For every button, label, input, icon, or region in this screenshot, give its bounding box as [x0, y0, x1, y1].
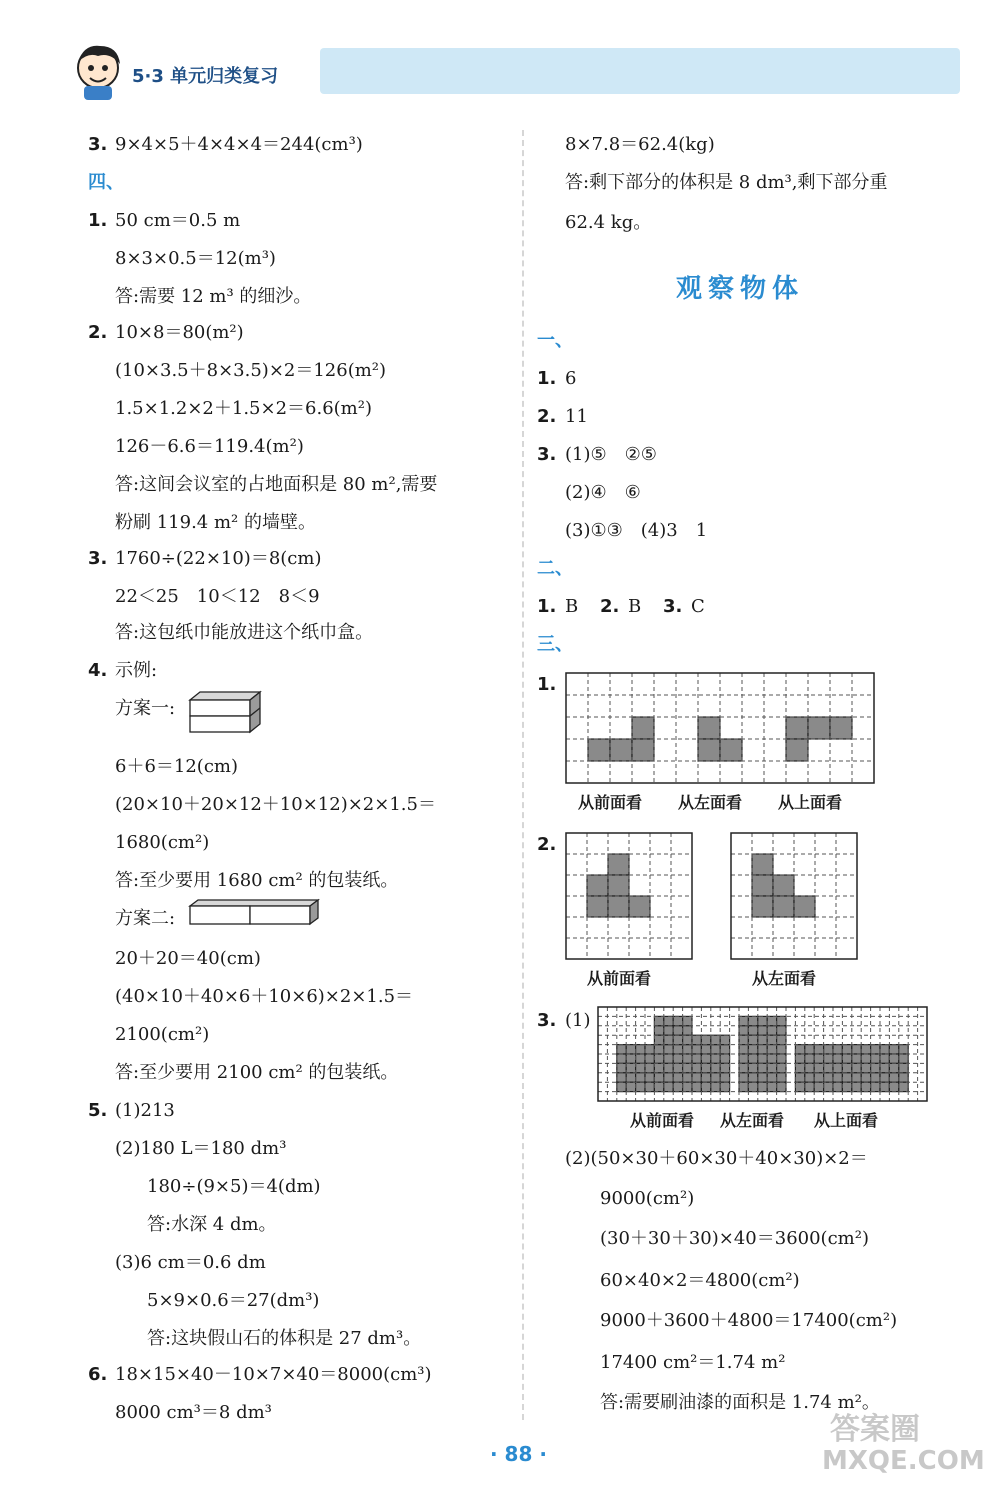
answer-line: 17400 cm²＝1.74 m² — [600, 1352, 786, 1373]
answer-line: 6＋6＝12(cm) — [115, 756, 239, 777]
watermark-url: MXQE.COM — [822, 1446, 985, 1476]
fig3-shaded-cell — [889, 1045, 898, 1054]
answer-line: 答:水深 4 dm。 — [147, 1214, 277, 1235]
fig2-front-shaded-cell — [587, 875, 608, 896]
fig3-shaded-cell — [701, 1073, 710, 1082]
fig2-caption-left: 从左面看 — [752, 969, 817, 988]
fig3-shaded-cell — [626, 1073, 635, 1082]
fig3-shaded-cell — [861, 1045, 870, 1054]
fig1-shaded-cell — [632, 717, 654, 739]
fig3-shaded-cell — [748, 1035, 757, 1044]
fig3-shaded-cell — [701, 1035, 710, 1044]
fig2-left-shaded-cell — [773, 896, 794, 917]
question-number: 3. — [88, 134, 108, 155]
fig3-shaded-cell — [645, 1082, 654, 1091]
answer-line: 22＜25 10＜12 8＜9 — [115, 586, 320, 607]
fig3-shaded-cell — [777, 1026, 786, 1035]
fig3-shaded-cell — [673, 1026, 682, 1035]
fig3-shaded-cell — [871, 1063, 880, 1072]
answer-line: 18×15×40－10×7×40＝8000(cm³) — [115, 1364, 432, 1385]
fig3-shaded-cell — [899, 1082, 908, 1091]
fig3-shaded-cell — [805, 1082, 814, 1091]
fig3-shaded-cell — [636, 1082, 645, 1091]
answer-line: 5×9×0.6＝27(dm³) — [147, 1290, 320, 1311]
fig3-shaded-cell — [664, 1026, 673, 1035]
fig3-shaded-cell — [795, 1045, 804, 1054]
fig3-shaded-cell — [748, 1045, 757, 1054]
fig3-shaded-cell — [767, 1063, 776, 1072]
fig3-shaded-cell — [833, 1082, 842, 1091]
answer-line: (3)6 cm＝0.6 dm — [115, 1252, 266, 1273]
fig3-shaded-cell — [795, 1073, 804, 1082]
fig3-shaded-cell — [758, 1073, 767, 1082]
fig3-shaded-cell — [871, 1054, 880, 1063]
fig3-shaded-cell — [748, 1063, 757, 1072]
fig3-shaded-cell — [805, 1054, 814, 1063]
fig3-shaded-cell — [626, 1063, 635, 1072]
fig3-shaded-cell — [711, 1073, 720, 1082]
fig3-shaded-cell — [899, 1073, 908, 1082]
fig3-shaded-cell — [767, 1026, 776, 1035]
answer-line: 9×4×5＋4×4×4＝244(cm³) — [115, 134, 363, 155]
fig3-shaded-cell — [748, 1054, 757, 1063]
fig3-shaded-cell — [767, 1054, 776, 1063]
answer-line: 9000＋3600＋4800＝17400(cm²) — [600, 1310, 898, 1331]
fig1-shaded-cell — [786, 717, 808, 739]
answer-line: 方案一: — [115, 698, 176, 719]
answer-line: 示例: — [115, 660, 158, 681]
fig3-shaded-cell — [673, 1016, 682, 1025]
fig3-shaded-cell — [842, 1054, 851, 1063]
fig2-front-shaded-cell — [608, 854, 629, 875]
fig3-shaded-cell — [805, 1045, 814, 1054]
fig3-shaded-cell — [617, 1045, 626, 1054]
fig3-shaded-cell — [654, 1016, 663, 1025]
fig3-shaded-cell — [683, 1073, 692, 1082]
fig3-shaded-cell — [739, 1054, 748, 1063]
fig3-shaded-cell — [720, 1082, 729, 1091]
answer-line: 2100(cm²) — [115, 1024, 210, 1045]
question-number: 2. — [600, 596, 620, 617]
answer-line: 126－6.6＝119.4(m²) — [115, 436, 304, 457]
answer-line: 粉刷 119.4 m² 的墙壁。 — [115, 512, 316, 533]
fig3-shaded-cell — [739, 1035, 748, 1044]
fig3-shaded-cell — [673, 1073, 682, 1082]
fig3-shaded-cell — [711, 1063, 720, 1072]
fig3-shaded-cell — [739, 1026, 748, 1035]
answer-line: (1)213 — [115, 1100, 175, 1121]
fig3-shaded-cell — [664, 1054, 673, 1063]
page-number: · 88 · — [490, 1442, 547, 1466]
fig3-shaded-cell — [833, 1063, 842, 1072]
fig3-shaded-cell — [767, 1082, 776, 1091]
fig3-shaded-cell — [748, 1073, 757, 1082]
answer-line: 答:这间会议室的占地面积是 80 m²,需要 — [115, 474, 438, 495]
box-plan-1-illustration — [188, 690, 268, 736]
fig1-shaded-cell — [632, 739, 654, 761]
fig3-shaded-cell — [824, 1054, 833, 1063]
fig3-shaded-cell — [871, 1045, 880, 1054]
header-band — [320, 48, 960, 94]
fig3-shaded-cell — [758, 1045, 767, 1054]
answer-line: 答:剩下部分的体积是 8 dm³,剩下部分重 — [565, 172, 888, 193]
fig3-shaded-cell — [683, 1026, 692, 1035]
answer-line: (2)180 L＝180 dm³ — [115, 1138, 287, 1159]
fig3-shaded-cell — [889, 1063, 898, 1072]
answer-line: 10×8＝80(m²) — [115, 322, 244, 343]
fig1-shaded-cell — [698, 717, 720, 739]
fig1-shaded-cell — [808, 717, 830, 739]
fig3-shaded-cell — [673, 1035, 682, 1044]
fig3-shaded-cell — [880, 1073, 889, 1082]
fig3-shaded-cell — [673, 1045, 682, 1054]
fig3-shaded-cell — [852, 1054, 861, 1063]
answer-line: 62.4 kg。 — [565, 212, 652, 233]
answer-line: B — [565, 596, 597, 617]
fig2-label: 2. — [537, 834, 557, 855]
answer-line: (3)①③ (4)3 1 — [565, 520, 708, 541]
box-plan-2-illustration — [188, 898, 322, 928]
question-number: 6. — [88, 1364, 108, 1385]
fig3-shaded-cell — [626, 1054, 635, 1063]
fig3-shaded-cell — [824, 1045, 833, 1054]
question-number: 1. — [537, 596, 557, 617]
fig3-shaded-cell — [889, 1054, 898, 1063]
answer-line: (1)⑤ ②⑤ — [565, 444, 657, 465]
fig3-shaded-cell — [739, 1063, 748, 1072]
fig3-shaded-cell — [871, 1082, 880, 1091]
fig3-shaded-cell — [880, 1045, 889, 1054]
question-number: 3. — [663, 596, 683, 617]
answer-line: (30＋30＋30)×40＝3600(cm²) — [600, 1228, 869, 1249]
fig3-shaded-cell — [777, 1063, 786, 1072]
fig2-left-shaded-cell — [752, 854, 773, 875]
answer-line: 8×3×0.5＝12(m³) — [115, 248, 276, 269]
fig3-shaded-cell — [805, 1073, 814, 1082]
question-number: 3. — [537, 444, 557, 465]
fig3-shaded-cell — [758, 1016, 767, 1025]
fig3-shaded-cell — [758, 1054, 767, 1063]
header-title: 5·3 单元归类复习 — [132, 66, 279, 87]
fig3-shaded-cell — [889, 1082, 898, 1091]
answer-line: 方案二: — [115, 908, 176, 929]
fig3-shaded-cell — [748, 1082, 757, 1091]
fig3-shaded-cell — [636, 1063, 645, 1072]
fig3-shaded-cell — [852, 1045, 861, 1054]
fig3-shaded-cell — [842, 1045, 851, 1054]
fig3-shaded-cell — [777, 1045, 786, 1054]
fig3-shaded-cell — [871, 1073, 880, 1082]
fig3-shaded-cell — [720, 1073, 729, 1082]
fig3-shaded-cell — [777, 1073, 786, 1082]
fig3-shaded-cell — [654, 1073, 663, 1082]
fig3-shaded-cell — [683, 1054, 692, 1063]
fig3-shaded-cell — [833, 1045, 842, 1054]
fig3-shaded-cell — [683, 1063, 692, 1072]
fig3-shaded-cell — [654, 1082, 663, 1091]
question-number: 3. — [88, 548, 108, 569]
answer-line: 20＋20＝40(cm) — [115, 948, 261, 969]
fig3-shaded-cell — [654, 1026, 663, 1035]
fig3-shaded-cell — [861, 1063, 870, 1072]
fig3-shaded-cell — [701, 1045, 710, 1054]
fig3-shaded-cell — [720, 1035, 729, 1044]
fig3-shaded-cell — [824, 1073, 833, 1082]
fig3-shaded-cell — [664, 1082, 673, 1091]
fig3-shaded-cell — [683, 1082, 692, 1091]
fig3-shaded-cell — [701, 1082, 710, 1091]
fig3-shaded-cell — [899, 1063, 908, 1072]
fig3-shaded-cell — [767, 1016, 776, 1025]
fig3-shaded-cell — [654, 1063, 663, 1072]
question-number: 1. — [88, 210, 108, 231]
fig2-left-shaded-cell — [794, 896, 815, 917]
figure-3-grid — [597, 1006, 931, 1104]
answer-line: 8×7.8＝62.4(kg) — [565, 134, 715, 155]
fig3-shaded-cell — [636, 1045, 645, 1054]
fig3-shaded-cell — [664, 1035, 673, 1044]
answer-line: 1680(cm²) — [115, 832, 210, 853]
fig3-shaded-cell — [777, 1035, 786, 1044]
answer-line: 1760÷(22×10)＝8(cm) — [115, 548, 322, 569]
fig2-left-shaded-cell — [752, 875, 773, 896]
column-divider — [522, 130, 524, 1420]
fig3-shaded-cell — [861, 1082, 870, 1091]
fig3-shaded-cell — [814, 1063, 823, 1072]
fig3-shaded-cell — [664, 1073, 673, 1082]
answer-line: 180÷(9×5)＝4(dm) — [147, 1176, 321, 1197]
answer-line: B — [628, 596, 660, 617]
fig1-caption-front: 从前面看 — [578, 793, 643, 812]
fig3-shaded-cell — [664, 1045, 673, 1054]
fig2-caption-front: 从前面看 — [587, 969, 652, 988]
question-number: 4. — [88, 660, 108, 681]
mascot-icon — [70, 40, 126, 100]
question-number: 1. — [537, 368, 557, 389]
question-number: 2. — [537, 406, 557, 427]
fig3-shaded-cell — [795, 1054, 804, 1063]
fig3-shaded-cell — [692, 1082, 701, 1091]
fig3-caption-left: 从左面看 — [720, 1111, 785, 1130]
fig3-shaded-cell — [880, 1082, 889, 1091]
fig3-shaded-cell — [701, 1063, 710, 1072]
answer-line: 50 cm＝0.5 m — [115, 210, 241, 231]
fig3-shaded-cell — [899, 1045, 908, 1054]
answer-line: 答:需要刷油漆的面积是 1.74 m²。 — [600, 1392, 880, 1413]
fig3-shaded-cell — [758, 1063, 767, 1072]
fig1-label: 1. — [537, 674, 557, 695]
fig3-shaded-cell — [617, 1054, 626, 1063]
fig3-shaded-cell — [795, 1082, 804, 1091]
fig3-shaded-cell — [748, 1026, 757, 1035]
fig3-shaded-cell — [748, 1016, 757, 1025]
fig3-shaded-cell — [617, 1082, 626, 1091]
fig3-shaded-cell — [692, 1063, 701, 1072]
answer-line: (10×3.5＋8×3.5)×2＝126(m²) — [115, 360, 387, 381]
fig3-shaded-cell — [880, 1054, 889, 1063]
section-title: 观察物体 — [676, 274, 805, 304]
fig3-shaded-cell — [814, 1054, 823, 1063]
section-heading: 三、 — [537, 634, 573, 655]
fig2-front-shaded-cell — [629, 896, 650, 917]
fig3-shaded-cell — [711, 1035, 720, 1044]
fig3-shaded-cell — [692, 1045, 701, 1054]
fig3-shaded-cell — [861, 1054, 870, 1063]
fig3-shaded-cell — [814, 1045, 823, 1054]
fig1-shaded-cell — [786, 739, 808, 761]
fig3-shaded-cell — [777, 1016, 786, 1025]
fig3-shaded-cell — [824, 1082, 833, 1091]
fig3-shaded-cell — [758, 1026, 767, 1035]
fig3-shaded-cell — [767, 1045, 776, 1054]
fig3-shaded-cell — [861, 1073, 870, 1082]
fig3-shaded-cell — [626, 1045, 635, 1054]
fig3-shaded-cell — [777, 1082, 786, 1091]
section-heading: 一、 — [537, 330, 573, 351]
answer-line: 答:这包纸巾能放进这个纸巾盒。 — [115, 622, 374, 643]
fig1-shaded-cell — [588, 739, 610, 761]
fig3-shaded-cell — [795, 1063, 804, 1072]
fig3-shaded-cell — [617, 1073, 626, 1082]
fig3-shaded-cell — [673, 1054, 682, 1063]
fig3-shaded-cell — [683, 1016, 692, 1025]
fig1-caption-left: 从左面看 — [678, 793, 743, 812]
fig3-shaded-cell — [758, 1082, 767, 1091]
fig3-shaded-cell — [814, 1073, 823, 1082]
fig3-shaded-cell — [833, 1073, 842, 1082]
fig3-label: 3. — [537, 1010, 557, 1031]
fig3-shaded-cell — [617, 1063, 626, 1072]
fig1-caption-top: 从上面看 — [778, 793, 843, 812]
fig3-shaded-cell — [664, 1063, 673, 1072]
fig1-shaded-cell — [610, 739, 632, 761]
fig3-shaded-cell — [814, 1082, 823, 1091]
answer-line: 9000(cm²) — [600, 1188, 695, 1209]
fig3-shaded-cell — [842, 1082, 851, 1091]
fig3-shaded-cell — [842, 1073, 851, 1082]
answer-line: (2)(50×30＋60×30＋40×30)×2＝ — [565, 1148, 868, 1169]
fig3-shaded-cell — [636, 1073, 645, 1082]
watermark-logo: 答案圈 — [830, 1412, 920, 1447]
fig3-shaded-cell — [889, 1073, 898, 1082]
section-heading: 二、 — [537, 558, 573, 579]
answer-line: 答:至少要用 1680 cm² 的包装纸。 — [115, 870, 399, 891]
fig3-shaded-cell — [852, 1073, 861, 1082]
fig3-shaded-cell — [739, 1045, 748, 1054]
fig3-caption-top: 从上面看 — [814, 1111, 879, 1130]
fig2-front-shaded-cell — [587, 896, 608, 917]
answer-line: 11 — [565, 406, 588, 427]
section-heading: 四、 — [88, 172, 124, 193]
answer-line: 答:需要 12 m³ 的细沙。 — [115, 286, 312, 307]
fig3-shaded-cell — [739, 1082, 748, 1091]
fig2-front-shaded-cell — [608, 896, 629, 917]
answer-line: 8000 cm³＝8 dm³ — [115, 1402, 272, 1423]
fig3-shaded-cell — [758, 1035, 767, 1044]
fig3-shaded-cell — [673, 1082, 682, 1091]
fig3-shaded-cell — [701, 1054, 710, 1063]
answer-line: (2)④ ⑥ — [565, 482, 641, 503]
question-number: 2. — [88, 322, 108, 343]
fig3-shaded-cell — [852, 1063, 861, 1072]
fig3-shaded-cell — [824, 1063, 833, 1072]
fig3-shaded-cell — [692, 1073, 701, 1082]
fig3-shaded-cell — [673, 1063, 682, 1072]
fig3-shaded-cell — [664, 1016, 673, 1025]
fig3-shaded-cell — [645, 1073, 654, 1082]
fig3-shaded-cell — [720, 1045, 729, 1054]
fig3-shaded-cell — [645, 1063, 654, 1072]
fig3-shaded-cell — [654, 1035, 663, 1044]
fig3-shaded-cell — [683, 1035, 692, 1044]
fig1-shaded-cell — [830, 717, 852, 739]
fig3-shaded-cell — [805, 1063, 814, 1072]
fig3-shaded-cell — [767, 1035, 776, 1044]
answer-line: 答:这块假山石的体积是 27 dm³。 — [147, 1328, 422, 1349]
answer-line: 答:至少要用 2100 cm² 的包装纸。 — [115, 1062, 399, 1083]
fig3-shaded-cell — [767, 1073, 776, 1082]
fig3-shaded-cell — [645, 1045, 654, 1054]
answer-line: 60×40×2＝4800(cm²) — [600, 1270, 800, 1291]
fig3-shaded-cell — [626, 1082, 635, 1091]
fig3-shaded-cell — [654, 1054, 663, 1063]
fig3-shaded-cell — [720, 1063, 729, 1072]
fig3-shaded-cell — [880, 1063, 889, 1072]
fig3-shaded-cell — [692, 1054, 701, 1063]
answer-line: 1.5×1.2×2＋1.5×2＝6.6(m²) — [115, 398, 372, 419]
answer-line: (40×10＋40×6＋10×6)×2×1.5＝ — [115, 986, 414, 1007]
figure-2-grid — [565, 832, 895, 962]
fig2-front-shaded-cell — [608, 875, 629, 896]
fig3-shaded-cell — [683, 1045, 692, 1054]
fig3-shaded-cell — [777, 1054, 786, 1063]
fig3-shaded-cell — [739, 1073, 748, 1082]
question-number: 5. — [88, 1100, 108, 1121]
fig3-shaded-cell — [899, 1054, 908, 1063]
figure-1-grid — [565, 672, 875, 787]
fig3-sub-label: (1) — [565, 1010, 591, 1031]
fig1-shaded-cell — [720, 739, 742, 761]
fig1-shaded-cell — [698, 739, 720, 761]
fig3-shaded-cell — [711, 1082, 720, 1091]
fig3-shaded-cell — [711, 1045, 720, 1054]
fig3-shaded-cell — [842, 1063, 851, 1072]
fig2-left-shaded-cell — [752, 896, 773, 917]
fig3-caption-front: 从前面看 — [630, 1111, 695, 1130]
answer-line: 6 — [565, 368, 577, 389]
fig3-shaded-cell — [720, 1054, 729, 1063]
fig3-shaded-cell — [692, 1035, 701, 1044]
fig3-shaded-cell — [654, 1045, 663, 1054]
fig3-shaded-cell — [852, 1082, 861, 1091]
fig3-shaded-cell — [645, 1054, 654, 1063]
fig3-shaded-cell — [636, 1054, 645, 1063]
fig3-shaded-cell — [833, 1054, 842, 1063]
fig2-left-shaded-cell — [773, 875, 794, 896]
answer-line: C — [691, 596, 705, 617]
fig3-shaded-cell — [739, 1016, 748, 1025]
fig3-shaded-cell — [711, 1054, 720, 1063]
answer-line: (20×10＋20×12＋10×12)×2×1.5＝ — [115, 794, 436, 815]
